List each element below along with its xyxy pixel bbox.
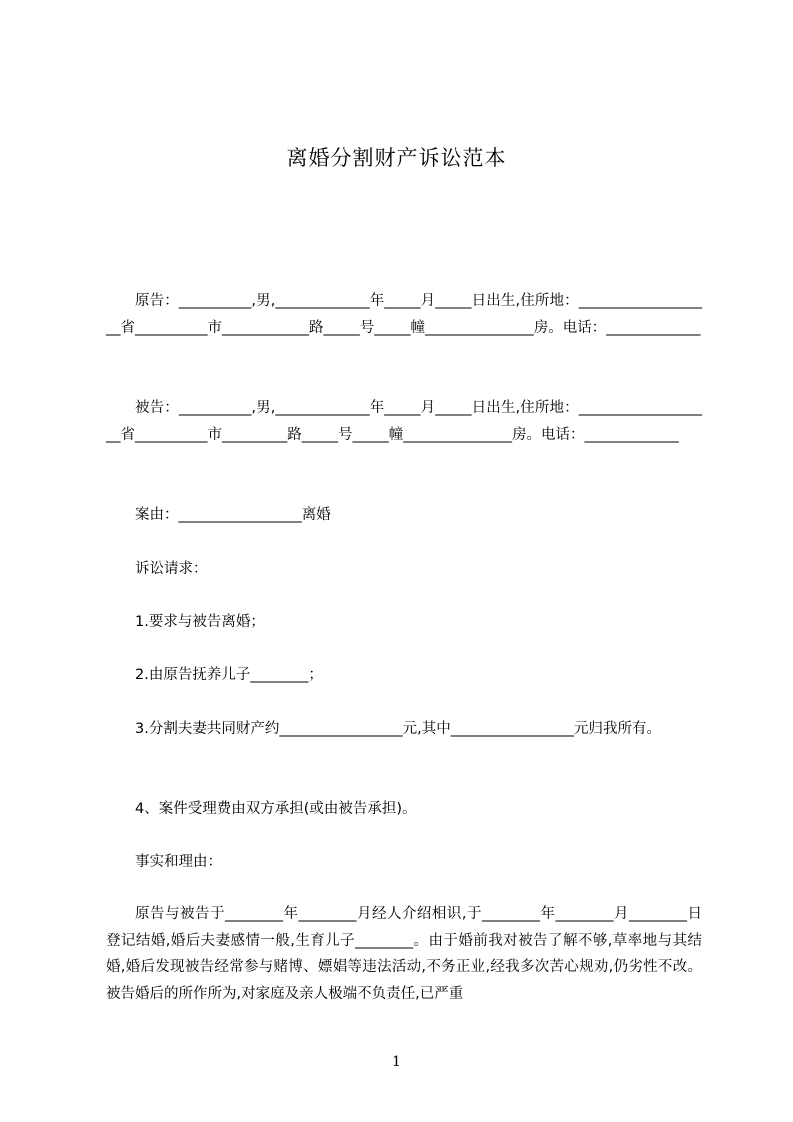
claim-item-2: 2.由原告抚养儿子________； bbox=[135, 667, 323, 683]
cause-of-action: 案由：_________________离婚 bbox=[135, 507, 331, 523]
claim-item-1: 1.要求与被告离婚； bbox=[135, 614, 265, 630]
claim-item-3: 3.分割夫妻共同财产约_________________元,其中_________________元归我所有。 bbox=[135, 721, 661, 737]
facts-body-paragraph: 原告与被告于________年________月经人介绍相识,于________年________月________日登记结婚,婚后夫妻感情一般,生育儿子________。由于婚前我对被告了解不够,草率地与其结婚,婚后发现被告经常参与赌博、嫖娼等违法活动,不务正业,经我多次苦心规劝,仍劣性不改。被告婚后的所作所为,对家庭及亲人极端不负责任,已严重 bbox=[106, 906, 702, 1002]
document-title: 离婚分割财产诉讼范本 bbox=[286, 146, 507, 170]
page-number: 1 bbox=[392, 1054, 401, 1070]
facts-heading: 事实和理由： bbox=[135, 854, 222, 870]
plaintiff-info-paragraph: 原告：__________,男,_____________年_____月_____日出生,住所地：___________________省__________市____________路_____号_____幢_______________房。电话：_____________ bbox=[106, 293, 702, 336]
claim-item-4: 4、案件受理费由双方承担(或由被告承担)。 bbox=[135, 801, 417, 817]
claims-heading: 诉讼请求： bbox=[135, 561, 208, 577]
defendant-info-paragraph: 被告：__________,男,_____________年_____月_____日出生,住所地：___________________省__________市_________路_____号_____幢_______________房。电话：_____________ bbox=[106, 400, 702, 443]
